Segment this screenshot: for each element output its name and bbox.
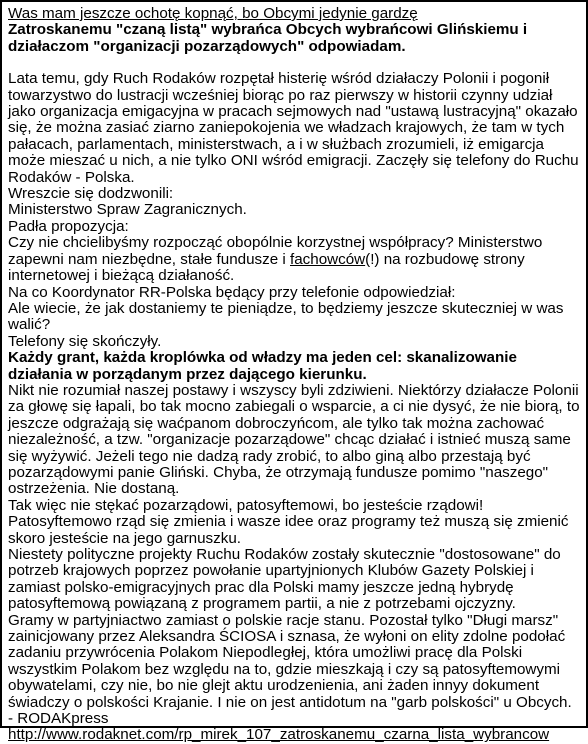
proposal-text-start: Czy nie chcielibyśmy rozpocząć obopólnie korzystnej współpracy? Ministerstwo zapewni nam niezbędne, stałe fundusze i: [8, 234, 543, 268]
paragraph-history: Lata temu, gdy Ruch Rodaków rozpętał histerię wśród działaczy Polonii i pogonił towarzystwo do lustracji wcześniej biorąc po raz pierwszy w historii czynny udział jako organizacja emigacyjna w pracach sejmowych nad "ustawą lustracyjną" okazało się, że można zasiać ziarno zaniepokojenia we władzach krajowych, że tam w tych pałacach, parlamentach, ministerstwach, a i w służbach zrozumieli, iż emigarcja może mieszać u nich, a nie tylko ONI wśród emigracji. Zaczęły się telefony do Ruchu Rodaków - Polska.: [8, 70, 579, 186]
paragraph-appeal: Tak więc nie stękać pozarządowi, patosyftemowi, bo jesteście rządowi!: [8, 496, 484, 514]
paragraph-political-projects: Niestety polityczne projekty Ruchu Rodaków zostały skutecznie "dostosowane" do potrzeb krajowych poprzez powołanie upartyjnionych Klubów Gazety Polskiej i zamiast polsko-emigracyjnych prac dla Polski mamy jeszcze jedną hybrydę patosyftemową powiązaną z programem partii, a nie z potrzebami ojczyzny.: [8, 546, 561, 613]
paragraph-grant-thesis: Każdy grant, każda kroplówka od władzy ma jeden cel: skanalizowanie działania w porządanym przez dającego kierunku.: [8, 349, 517, 383]
article-title: Was mam jeszcze ochotę kopnąć, bo Obcymi jedynie gardzę: [8, 5, 418, 22]
paragraph-proposal: [8, 235, 580, 284]
paragraph-reactions: Nikt nie rozumiał naszej postawy i wszyscy byli zdziwieni. Niektórzy działacze Polonii za głowę się łapali, bo tak mocno zabiegali o wsparcie, a ci nie dysyć, że nie biorą, to jeszcze odgrażają się waćpanom dobroczyńcom, ale tylko tak można zachować niezależność, a tzw. "organizacje pozarządowe" chcąc działać i istnieć muszą same się wyżywić. Jeżeli tego nie dadzą rady zrobić, to albo giną albo przestają być pozarządowymi panie Gliński. Chyba, że otrzymają fundusze pomimo "naszego" ostrzeżenia. Nie dostaną.: [8, 381, 580, 498]
paragraph-calls-ended: Telefony się skończyły.: [8, 332, 162, 350]
article-lead: Zatroskanemu "czaną listą" wybrańca Obcych wybrańcowi Glińskiemu i działaczom "organizacji pozarządowych" odpowiadam.: [8, 21, 528, 55]
paragraph-phone-call: Wreszcie się dodzwonili:: [8, 185, 174, 203]
paragraph-government-change: Patosyftemowo rząd się zmienia i wasze idee oraz programy też muszą się zmienić skoro jesteście na jego garnuszku.: [8, 513, 569, 547]
paragraph-ministry: Ministerstwo Spraw Zagranicznych.: [8, 201, 247, 219]
paragraph-reply: Ale wiecie, że jak dostaniemy te pieniądze, to będziemy jeszcze skuteczniej w was walić?: [8, 299, 564, 334]
paragraph-coordinator: Na co Koordynator RR-Polska będący przy telefonie odpowiedział:: [8, 283, 456, 301]
paragraph-gap: [8, 55, 580, 71]
proposal-text-end: (!) na rozbudowę strony internetowej i bieżącą działaność.: [8, 250, 525, 285]
fachowcow-link[interactable]: fachowców: [290, 250, 366, 268]
paragraph-long-march: Gramy w partyjniactwo zamiast o polskie racje stanu. Pozostał tylko "Długi marsz" zainicjowany przez Aleksandra ŚCIOSA i sznasa, że wyłoni on elity zdolne podołać zadaniu przywrócenia Polakom Niepodległej, która umożliwi pracę dla Polski wszystkim Polakom bez względu na to, gdzie mieszkają i czy są patosyftemowymi obywatelami, czy nie, bo nie glejt aktu urodzenienia, ani żaden innyy dokument świadczy o polskości Krajanie. I nie on jest antidotum na "garb polskości" u Obcych. - RODAKpress: [8, 611, 572, 728]
paragraph-proposal-intro: Padła propozycja:: [8, 217, 129, 235]
source-link[interactable]: http://www.rodaknet.com/rp_mirek_107_zatroskanemu_czarna_lista_wybrancow: [8, 726, 550, 744]
